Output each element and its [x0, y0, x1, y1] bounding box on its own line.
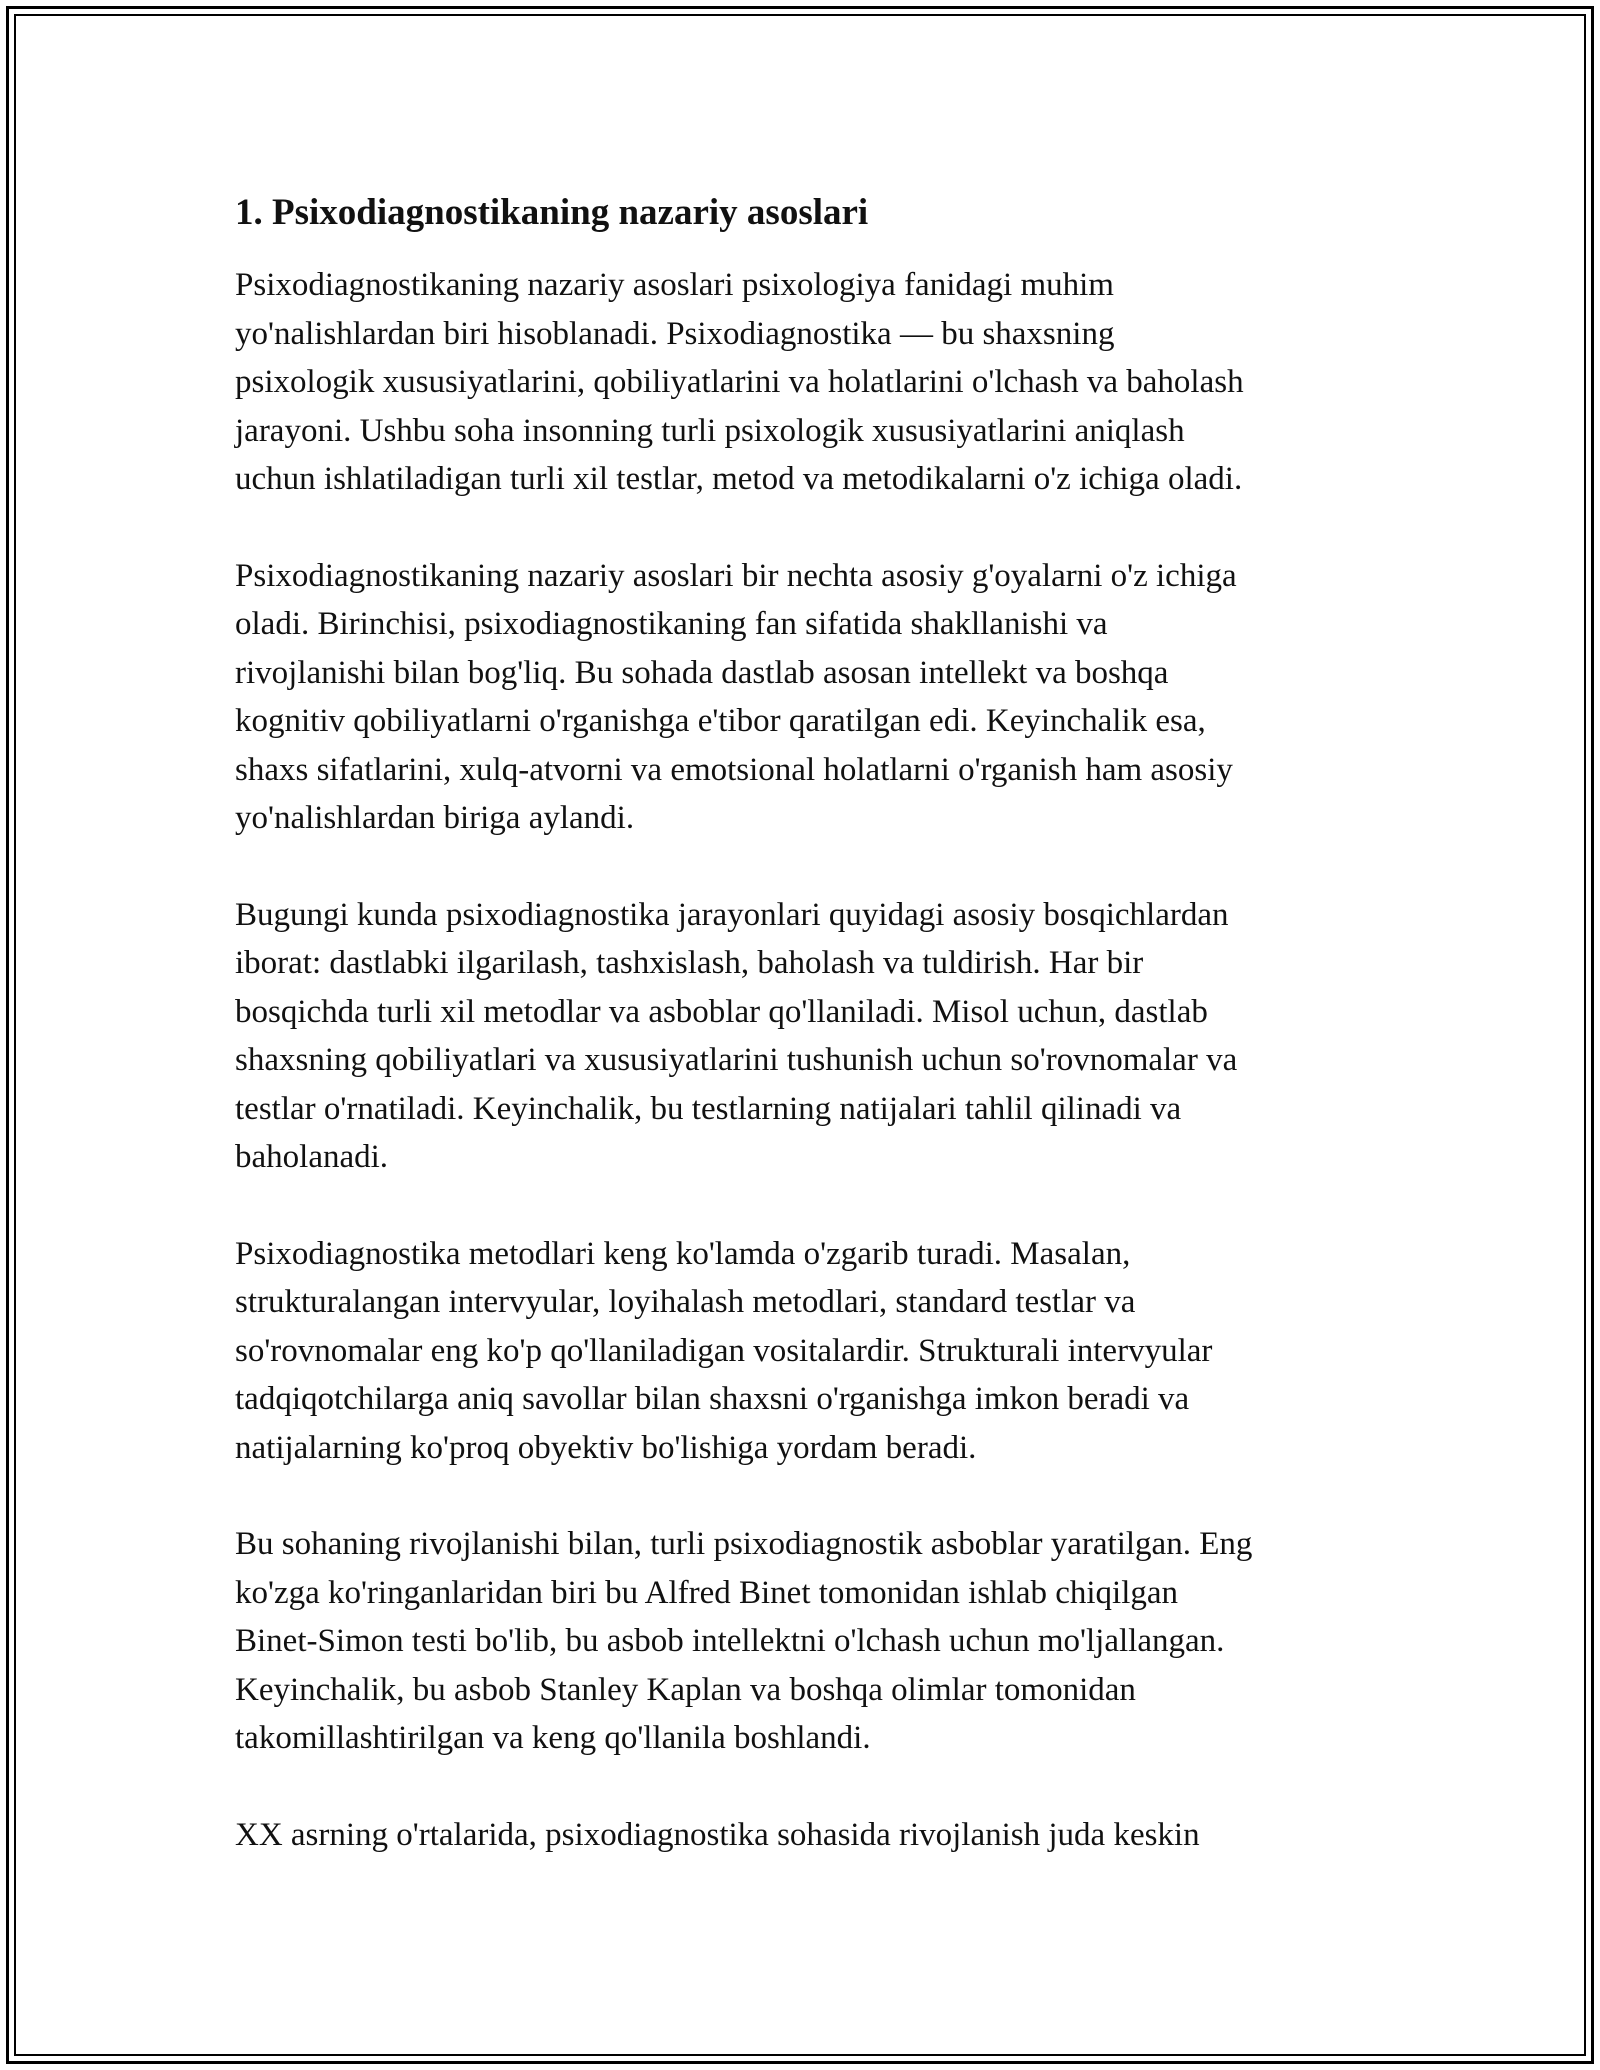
paragraph-line: Bu sohaning rivojlanishi bilan, turli psixodiagnostik asboblar yaratilgan. Eng — [235, 1526, 1253, 1562]
paragraph-line: shaxs sifatlarini, xulq-atvorni va emotsional holatlarni o'rganish ham asosiy — [235, 751, 1233, 788]
paragraph — [235, 1811, 1370, 1860]
paragraph-line: Bugungi kunda psixodiagnostika jarayonlari quyidagi asosiy bosqichlardan — [235, 896, 1229, 933]
paragraph-line: testlar o'rnatiladi. Keyinchalik, bu testlarning natijalari tahlil qilinadi va — [235, 1090, 1182, 1127]
paragraph-line: yo'nalishlardan biriga aylandi. — [235, 800, 635, 836]
paragraph-line: Psixodiagnostikaning nazariy asoslari bir nechta asosiy g'oyalarni o'z ichiga — [235, 557, 1237, 594]
paragraph — [235, 891, 1370, 1182]
paragraph-line: psixologik xususiyatlarini, qobiliyatlarini va holatlarini o'lchash va baholash — [235, 364, 1244, 400]
paragraph-line: natijalarning ko'proq obyektiv bo'lishiga yordam beradi. — [235, 1429, 977, 1466]
paragraph-line: Binet-Simon testi bo'lib, bu asbob intellektni o'lchash uchun mo'ljallangan. — [235, 1623, 1225, 1659]
paragraph-line: XX asrning o'rtalarida, psixodiagnostika sohasida rivojlanish juda keskin — [235, 1816, 1200, 1853]
paragraph-line: strukturalangan intervyular, loyihalash metodlari, standard testlar va — [235, 1284, 1136, 1320]
paragraph-line: yo'nalishlardan biri hisoblanadi. Psixodiagnostika — bu shaxsning — [235, 315, 1115, 352]
paragraph-line: iborat: dastlabki ilgarilash, tashxislash, baholash va tuldirish. Har bir — [235, 945, 1144, 981]
paragraph-line: jarayoni. Ushbu soha insonning turli psixologik xususiyatlarini aniqlash — [235, 412, 1185, 449]
paragraph-line: rivojlanishi bilan bog'liq. Bu sohada dastlab asosan intellekt va boshqa — [235, 654, 1169, 691]
paragraph-line: oladi. Birinchisi, psixodiagnostikaning fan sifatida shakllanishi va — [235, 606, 1108, 642]
paragraph-line: uchun ishlatiladigan turli xil testlar, metod va metodikalarni o'z ichiga oladi. — [235, 461, 1243, 497]
paragraph-line: Keyinchalik, bu asbob Stanley Kaplan va boshqa olimlar tomonidan — [235, 1671, 1136, 1708]
paragraph-line: Psixodiagnostika metodlari keng ko'lamda o'zgarib turadi. Masalan, — [235, 1235, 1131, 1272]
paragraph — [235, 552, 1370, 843]
paragraph-line: kognitiv qobiliyatlarni o'rganishga e'tibor qaratilgan edi. Keyinchalik esa, — [235, 703, 1206, 739]
paragraph — [235, 1230, 1370, 1473]
document-body — [235, 185, 1370, 1907]
paragraph-line: tadqiqotchilarga aniq savollar bilan shaxsni o'rganishga imkon beradi va — [235, 1381, 1190, 1417]
paragraph-list — [235, 261, 1370, 1859]
paragraph-line: bosqichda turli xil metodlar va asboblar qo'llaniladi. Misol uchun, dastlab — [235, 993, 1208, 1030]
section-heading: 1. Psixodiagnostikaning nazariy asoslari — [235, 192, 869, 233]
paragraph-line: Psixodiagnostikaning nazariy asoslari psixologiya fanidagi muhim — [235, 267, 1114, 303]
paragraph-line: baholanadi. — [235, 1139, 389, 1175]
paragraph — [235, 261, 1370, 504]
paragraph-line: shaxsning qobiliyatlari va xususiyatlarini tushunish uchun so'rovnomalar va — [235, 1042, 1238, 1078]
paragraph — [235, 1520, 1370, 1763]
paragraph-line: takomillashtirilgan va keng qo'llanila boshlandi. — [235, 1720, 871, 1756]
paragraph-line: so'rovnomalar eng ko'p qo'llaniladigan vositalardir. Strukturali intervyular — [235, 1332, 1213, 1369]
paragraph-line: ko'zga ko'ringanlaridan biri bu Alfred Binet tomonidan ishlab chiqilgan — [235, 1574, 1179, 1611]
